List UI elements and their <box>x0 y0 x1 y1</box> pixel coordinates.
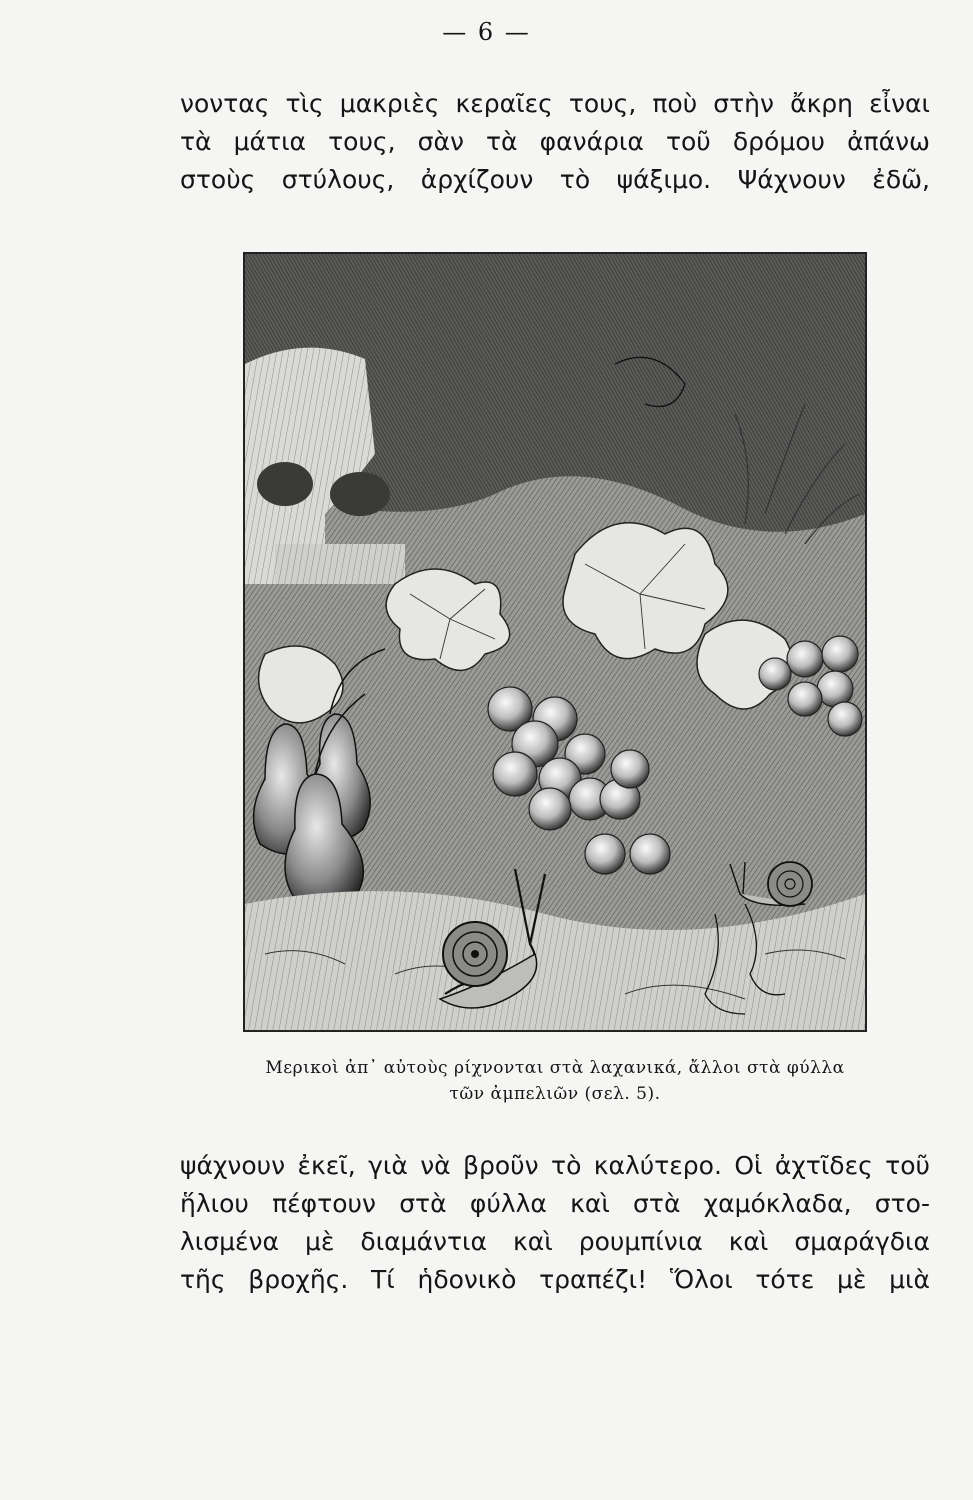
figure-caption <box>200 1055 910 1107</box>
text-line: νοντας τὶς μακριὲς κεραῖες τους, ποὺ στὴν ἄκρη εἶναι <box>180 89 930 118</box>
paragraph-bottom <box>180 1147 930 1299</box>
text-line: στοὺς στύλους, ἀρχίζουν τὸ ψάξιμο. Ψάχνουν ἐδῶ, <box>180 165 930 194</box>
text-line: λισμένα μὲ διαμάντια καὶ ρουμπίνια καὶ σμαράγδια <box>180 1227 930 1256</box>
text-line: τῆς βροχῆς. Τί ἡδονικὸ τραπέζι! Ὅλοι τότε μὲ μιὰ <box>180 1265 930 1294</box>
text-line: ἥλιου πέφτουν στὰ φύλλα καὶ στὰ χαμόκλαδα, στο- <box>180 1189 930 1218</box>
engraving-illustration <box>243 252 867 1032</box>
caption-line: τῶν ἀμπελιῶν (σελ. 5). <box>449 1084 661 1104</box>
text-line: ψάχνουν ἐκεῖ, γιὰ νὰ βροῦν τὸ καλύτερο. Οἱ ἀχτῖδες τοῦ <box>180 1151 930 1180</box>
engraving-image <box>245 254 865 1030</box>
page-number: — 6 — <box>442 18 531 46</box>
paragraph-top <box>180 85 930 199</box>
caption-line: Μερικοὶ ἀπ᾽ αὐτοὺς ρίχνονται στὰ λαχανικά, ἄλλοι στὰ φύλλα <box>265 1058 845 1078</box>
text-line: τὰ μάτια τους, σὰν τὰ φανάρια τοῦ δρόμου ἀπάνω <box>180 127 930 156</box>
